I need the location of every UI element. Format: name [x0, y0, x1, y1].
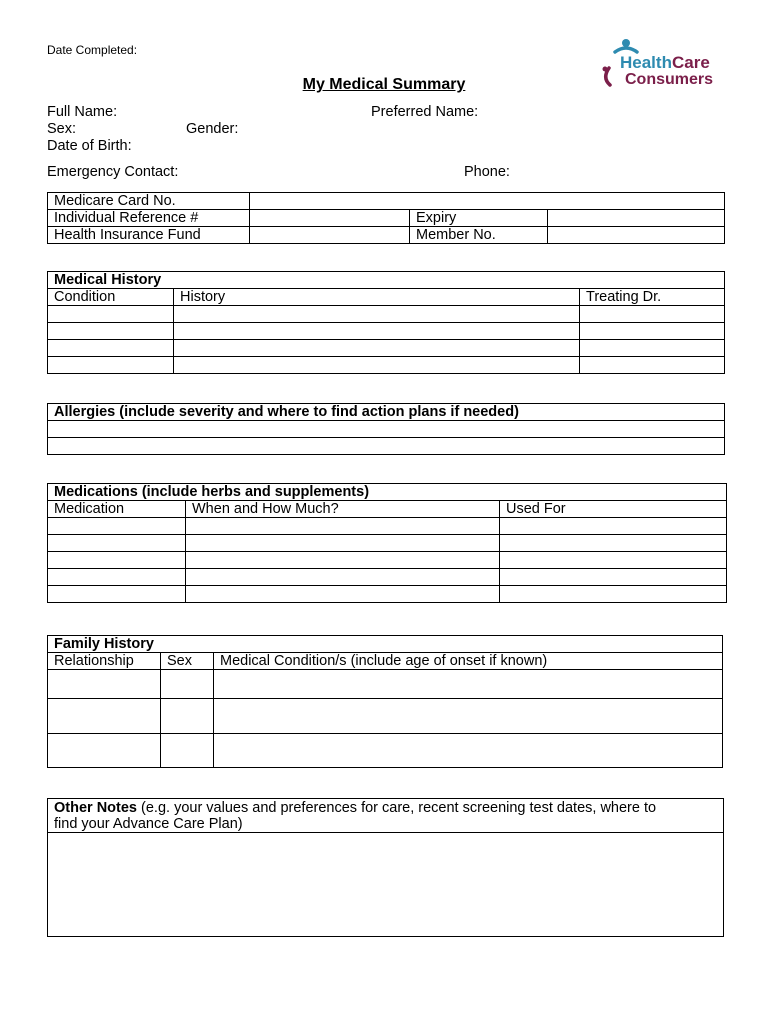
table-row: [48, 586, 727, 603]
table-row: [48, 404, 725, 421]
table-cell[interactable]: [48, 699, 161, 734]
table-row: [48, 518, 727, 535]
table-row: [48, 699, 723, 734]
table-cell[interactable]: [580, 323, 725, 340]
table-cell[interactable]: [48, 535, 186, 552]
table-row: [48, 438, 725, 455]
medical-history-table: [47, 271, 725, 374]
table-cell[interactable]: [186, 586, 500, 603]
medications-table: [47, 483, 727, 603]
expiry-label: Expiry: [410, 210, 548, 227]
table-cell[interactable]: [580, 306, 725, 323]
family-history-title: Family History: [48, 636, 723, 653]
table-cell[interactable]: [48, 438, 725, 455]
table-row: [48, 501, 727, 518]
svg-text:HealthCare: HealthCare: [620, 53, 710, 72]
table-cell[interactable]: [48, 421, 725, 438]
table-cell[interactable]: [214, 734, 723, 768]
emergency-contact-label: Emergency Contact:: [47, 164, 179, 180]
phone-label: Phone:: [464, 164, 510, 180]
table-cell[interactable]: [48, 306, 174, 323]
other-notes-table: [47, 798, 724, 937]
table-row: [48, 357, 725, 374]
date-completed-label: Date Completed:: [47, 43, 138, 57]
table-cell[interactable]: [161, 670, 214, 699]
column-header: When and How Much?: [186, 501, 500, 518]
table-cell[interactable]: [186, 518, 500, 535]
individual-ref-label: Individual Reference #: [48, 210, 250, 227]
column-header: History: [174, 289, 580, 306]
column-header: Medical Condition/s (include age of onset if known): [214, 653, 723, 670]
table-row: [48, 306, 725, 323]
table-row: [48, 653, 723, 670]
table-cell[interactable]: [48, 323, 174, 340]
other-notes-header: [48, 799, 724, 833]
individual-ref-field[interactable]: [250, 210, 410, 227]
member-no-label: Member No.: [410, 227, 548, 244]
sex-label: Sex:: [47, 121, 77, 137]
table-cell[interactable]: [48, 518, 186, 535]
page-title: My Medical Summary: [302, 76, 466, 93]
health-fund-field[interactable]: [250, 227, 410, 244]
table-row: [48, 421, 725, 438]
medical-history-title: Medical History: [48, 272, 725, 289]
table-cell[interactable]: [174, 323, 580, 340]
table-row: [48, 289, 725, 306]
table-row: [48, 799, 724, 833]
expiry-field[interactable]: [548, 210, 725, 227]
gender-label: Gender:: [186, 121, 239, 137]
full-name-label: Full Name:: [47, 104, 118, 120]
table-cell[interactable]: [500, 518, 727, 535]
column-header: Used For: [500, 501, 727, 518]
table-cell[interactable]: [174, 357, 580, 374]
table-cell[interactable]: [161, 734, 214, 768]
column-header: Treating Dr.: [580, 289, 725, 306]
table-row: [48, 323, 725, 340]
table-cell[interactable]: [580, 357, 725, 374]
table-cell[interactable]: [48, 340, 174, 357]
other-notes-desc-line2: find your Advance Care Plan): [54, 816, 243, 832]
table-cell[interactable]: [186, 535, 500, 552]
table-cell[interactable]: [174, 306, 580, 323]
table-row: [48, 227, 725, 244]
table-cell[interactable]: [500, 569, 727, 586]
table-row: [48, 833, 724, 937]
table-row: [48, 272, 725, 289]
table-row: [48, 484, 727, 501]
table-cell[interactable]: [500, 586, 727, 603]
table-cell[interactable]: [48, 734, 161, 768]
table-cell[interactable]: [48, 586, 186, 603]
ids-table: [47, 192, 725, 244]
other-notes-title: Other Notes: [54, 800, 137, 816]
table-row: [48, 636, 723, 653]
table-cell[interactable]: [580, 340, 725, 357]
table-row: [48, 193, 725, 210]
table-cell[interactable]: [214, 699, 723, 734]
column-header: Sex: [161, 653, 214, 670]
table-cell[interactable]: [214, 670, 723, 699]
medications-title: Medications (include herbs and supplements): [48, 484, 727, 501]
table-cell[interactable]: [186, 569, 500, 586]
table-row: [48, 340, 725, 357]
family-history-table: [47, 635, 723, 768]
table-row: [48, 552, 727, 569]
column-header: Relationship: [48, 653, 161, 670]
table-cell[interactable]: [48, 357, 174, 374]
column-header: Medication: [48, 501, 186, 518]
table-cell[interactable]: [48, 670, 161, 699]
table-cell[interactable]: [48, 552, 186, 569]
svg-text:Consumers: Consumers: [625, 71, 714, 88]
table-row: [48, 535, 727, 552]
column-header: Condition: [48, 289, 174, 306]
table-row: [48, 210, 725, 227]
allergies-title: Allergies (include severity and where to find action plans if needed): [48, 404, 725, 421]
other-notes-desc-line1: (e.g. your values and preferences for care, recent screening test dates, where to: [137, 800, 657, 816]
medicare-field[interactable]: [250, 193, 725, 210]
table-row: [48, 670, 723, 699]
dob-label: Date of Birth:: [47, 138, 132, 154]
member-no-field[interactable]: [548, 227, 725, 244]
medicare-label: Medicare Card No.: [48, 193, 250, 210]
table-cell[interactable]: [174, 340, 580, 357]
table-cell[interactable]: [500, 552, 727, 569]
table-cell[interactable]: [500, 535, 727, 552]
table-row: [48, 734, 723, 768]
table-cell[interactable]: [48, 569, 186, 586]
table-cell[interactable]: [186, 552, 500, 569]
table-cell[interactable]: [161, 699, 214, 734]
health-fund-label: Health Insurance Fund: [48, 227, 250, 244]
table-row: [48, 569, 727, 586]
allergies-table: [47, 403, 725, 455]
preferred-name-label: Preferred Name:: [371, 104, 479, 120]
other-notes-field[interactable]: [48, 833, 724, 937]
